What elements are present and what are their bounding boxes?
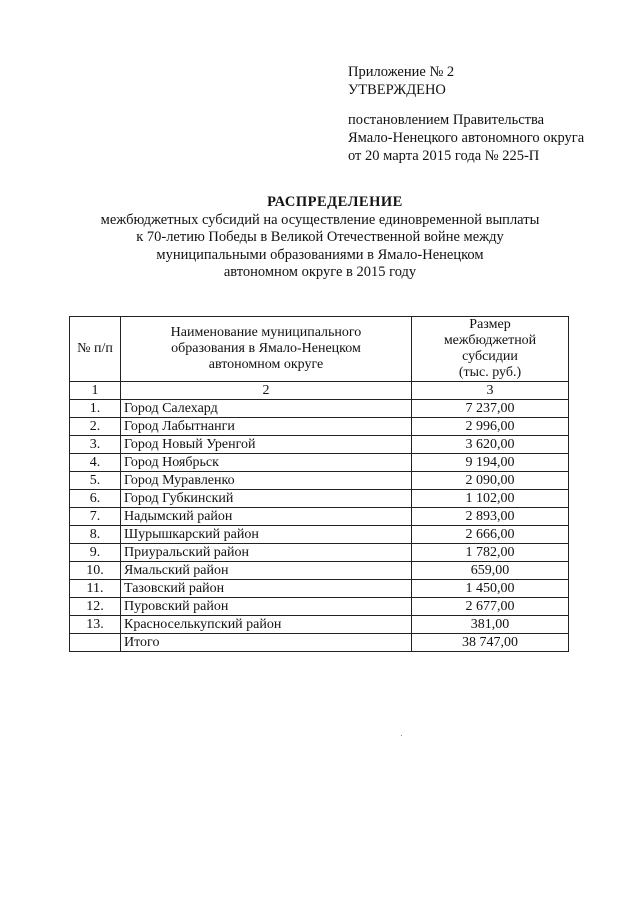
subsidy-amount: 3 620,00 [412, 436, 569, 454]
header-municipality-line-1: Наименование муниципального [170, 325, 362, 340]
header-subsidy-line-1: Размер [469, 317, 511, 332]
municipality-name: Тазовский район [121, 580, 412, 598]
row-number: 11. [70, 580, 121, 598]
row-number: 6. [70, 490, 121, 508]
row-number: 1. [70, 400, 121, 418]
total-row [70, 634, 569, 652]
row-number: 12. [70, 598, 121, 616]
subsidy-amount: 1 782,00 [412, 544, 569, 562]
header-subsidy-line-3: (тыс. руб.) [458, 365, 522, 380]
table-row [70, 454, 569, 472]
municipality-name: Надымский район [121, 508, 412, 526]
header-subsidy [412, 317, 569, 382]
municipality-name: Город Лабытнанги [121, 418, 412, 436]
row-number: 3. [70, 436, 121, 454]
subsidy-amount: 9 194,00 [412, 454, 569, 472]
table-row [70, 400, 569, 418]
subsidy-amount: 7 237,00 [412, 400, 569, 418]
scan-speck [401, 735, 402, 736]
approval-stamp: УТВЕРЖДЕНО [348, 82, 446, 98]
subtitle-line-1: межбюджетных субсидий на осуществление единовременной выплаты [100, 211, 540, 228]
row-number: 13. [70, 616, 121, 634]
decree-line-1: постановлением Правительства [348, 112, 545, 128]
header-municipality-line-3: автономном округе [208, 357, 324, 372]
row-number: 8. [70, 526, 121, 544]
table-row [70, 616, 569, 634]
row-number: 5. [70, 472, 121, 490]
subtitle-line-3: муниципальными образованиями в Ямало-Ненецком [156, 246, 484, 263]
header-subsidy-line-2: межбюджетной субсидии [443, 333, 537, 364]
municipality-name: Город Муравленко [121, 472, 412, 490]
subsidy-amount: 2 666,00 [412, 526, 569, 544]
decree-line-2: Ямало-Ненецкого автономного округа [348, 130, 585, 146]
table-row [70, 562, 569, 580]
subsidy-amount: 2 090,00 [412, 472, 569, 490]
spacer [348, 99, 584, 111]
table-row [70, 598, 569, 616]
subtitle-line-2: к 70-летию Победы в Великой Отечественной войне между [136, 229, 504, 245]
municipality-name: Город Салехард [121, 400, 412, 418]
subsidy-amount: 2 893,00 [412, 508, 569, 526]
column-number: 2 [121, 382, 412, 400]
table-row [70, 436, 569, 454]
table-row [70, 472, 569, 490]
appendix-number: Приложение № 2 [348, 64, 455, 80]
subsidy-amount: 2 996,00 [412, 418, 569, 436]
subsidy-amount: 1 102,00 [412, 490, 569, 508]
municipality-name: Ямальский район [121, 562, 412, 580]
subsidy-amount: 38 747,00 [412, 634, 569, 652]
table-row [70, 418, 569, 436]
municipality-name: Шурышкарский район [121, 526, 412, 544]
row-number [70, 634, 121, 652]
table-row [70, 580, 569, 598]
row-number: 7. [70, 508, 121, 526]
table-row [70, 490, 569, 508]
appendix-header [348, 63, 584, 165]
subsidy-amount: 659,00 [412, 562, 569, 580]
municipality-name: Город Ноябрьск [121, 454, 412, 472]
municipality-name: Город Губкинский [121, 490, 412, 508]
document-subtitle [60, 212, 580, 282]
municipality-name: Итого [121, 634, 412, 652]
municipality-name: Приуральский район [121, 544, 412, 562]
document-title: РАСПРЕДЕЛЕНИЕ [267, 194, 403, 210]
row-number: 10. [70, 562, 121, 580]
subsidy-table [69, 316, 569, 652]
table-body [70, 382, 569, 652]
row-number: 4. [70, 454, 121, 472]
table-row [70, 526, 569, 544]
table-row [70, 544, 569, 562]
subtitle-line-4: автономном округе в 2015 году [223, 264, 417, 280]
table-header-row [70, 317, 569, 382]
subsidy-amount: 381,00 [412, 616, 569, 634]
header-municipality-line-2: образования в Ямало-Ненецком [171, 341, 361, 356]
column-number-row [70, 382, 569, 400]
decree-line-3: от 20 марта 2015 года № 225-П [348, 148, 540, 164]
table-row [70, 508, 569, 526]
row-number: 9. [70, 544, 121, 562]
column-number: 3 [412, 382, 569, 400]
row-number: 2. [70, 418, 121, 436]
municipality-name: Пуровский район [121, 598, 412, 616]
municipality-name: Город Новый Уренгой [121, 436, 412, 454]
column-number: 1 [70, 382, 121, 400]
subsidy-amount: 1 450,00 [412, 580, 569, 598]
header-municipality [121, 317, 412, 382]
header-num: № п/п [70, 317, 121, 382]
municipality-name: Красноселькупский район [121, 616, 412, 634]
document-title-block [0, 194, 640, 282]
subsidy-amount: 2 677,00 [412, 598, 569, 616]
